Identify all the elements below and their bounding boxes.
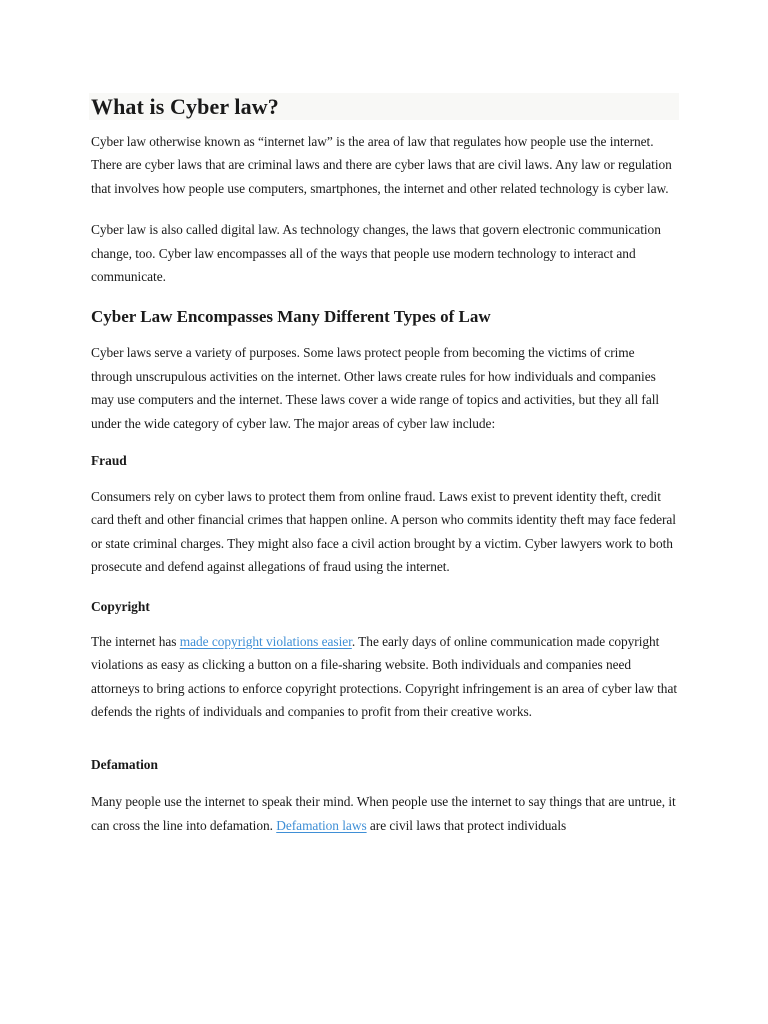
- article: [91, 93, 679, 837]
- section-paragraph: Cyber laws serve a variety of purposes. Some laws protect people from becoming the victims of crime through unscrupulous activities on the internet. Other laws create rules for how individuals and companies may use computers and the internet. These laws cover a wide range of topics and activities, but they all fall under the wide category of cyber law. The major areas of cyber law include:: [91, 345, 660, 431]
- defamation-heading: Defamation: [91, 757, 158, 773]
- defamation-paragraph: [91, 790, 679, 837]
- section-heading: Cyber Law Encompasses Many Different Types of Law: [91, 307, 491, 327]
- title-band: [89, 93, 679, 120]
- copyright-heading: Copyright: [91, 598, 150, 614]
- page-title: What is Cyber law?: [91, 94, 279, 119]
- fraud-heading: Fraud: [91, 453, 127, 469]
- defamation-text-before-link: Many people use the internet to speak their mind. When people use the internet to say things that are untrue, it can cross the line into defamation.: [91, 794, 676, 833]
- intro-paragraph-2: Cyber law is also called digital law. As technology changes, the laws that govern electronic communication change, too. Cyber law encompasses all of the ways that people use modern technology to interact and communicate.: [91, 222, 661, 285]
- defamation-laws-link[interactable]: Defamation laws: [276, 817, 367, 833]
- copyright-violations-link[interactable]: made copyright violations easier: [179, 633, 352, 649]
- copyright-text-after-link: . The early days of online communication made copyright violations as easy as clicking a button on a file-sharing website. Both individuals and companies need attorneys to bring actions to enforce copyright protections. Copyright infringement is an area of cyber law that defends the rights of individuals and companies to profit from their creative works.: [91, 633, 678, 719]
- copyright-paragraph: [91, 630, 679, 724]
- copyright-text-before-link: The internet has: [91, 633, 180, 649]
- fraud-paragraph: Consumers rely on cyber laws to protect them from online fraud. Laws exist to prevent identity theft, credit card theft and other financial crimes that happen online. A person who commits identity theft may face federal or state criminal charges. They might also face a civil action brought by a victim. Cyber lawyers work to both prosecute and defend against allegations of fraud using the internet.: [91, 489, 676, 575]
- defamation-text-after-link: are civil laws that protect individuals: [366, 817, 567, 833]
- intro-paragraph-1: Cyber law otherwise known as “internet law” is the area of law that regulates how people use the internet. There are cyber laws that are criminal laws and there are cyber laws that are civil laws. Any law or regulation that involves how people use computers, smartphones, the internet and other related technology is cyber law.: [91, 134, 672, 196]
